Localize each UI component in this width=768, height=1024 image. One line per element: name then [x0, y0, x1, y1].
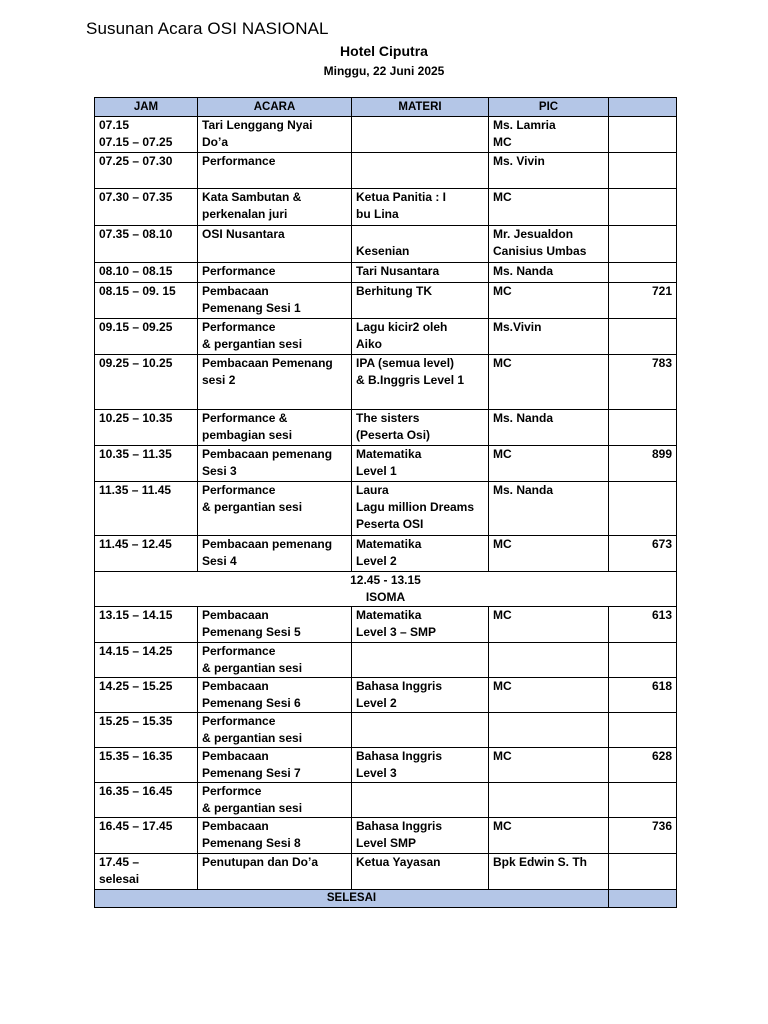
activity-cell: Performance	[198, 263, 352, 283]
pic-cell: Ms. Vivin	[489, 153, 609, 189]
count-cell	[609, 319, 677, 355]
break-label: ISOMA	[365, 590, 406, 604]
count-cell: 673	[609, 536, 677, 572]
pic-cell: MC	[489, 355, 609, 410]
material-cell: Tari Nusantara	[352, 263, 489, 283]
pic-cell: MC	[489, 607, 609, 643]
material-cell: Matematika Level 3 – SMP	[352, 607, 489, 643]
time-cell: 07.15 07.15 – 07.25	[95, 117, 198, 153]
material-cell	[352, 713, 489, 748]
activity-cell: Pembacaan pemenang Sesi 4	[198, 536, 352, 572]
schedule-row	[95, 189, 677, 226]
column-header-blank	[609, 98, 677, 117]
time-cell: 10.25 – 10.35	[95, 410, 198, 446]
activity-cell: Penutupan dan Do’a	[198, 854, 352, 890]
break-row	[95, 572, 677, 607]
activity-cell: Pembacaan pemenang Sesi 3	[198, 446, 352, 482]
activity-cell: Pembacaan Pemenang sesi 2	[198, 355, 352, 410]
pic-cell: Ms. Lamria MC	[489, 117, 609, 153]
schedule-row	[95, 748, 677, 783]
document-title: Susunan Acara OSI NASIONAL	[86, 19, 329, 38]
count-cell: 736	[609, 818, 677, 854]
pic-cell: Bpk Edwin S. Th	[489, 854, 609, 890]
material-cell	[352, 783, 489, 818]
activity-cell: Performce & pergantian sesi	[198, 783, 352, 818]
material-cell: Kesenian	[352, 226, 489, 263]
material-cell: Bahasa Inggris Level 3	[352, 748, 489, 783]
material-cell: Ketua Panitia : I bu Lina	[352, 189, 489, 226]
schedule-row	[95, 153, 677, 189]
column-header-acara: ACARA	[198, 98, 352, 117]
time-cell: 09.15 – 09.25	[95, 319, 198, 355]
count-cell: 618	[609, 678, 677, 713]
pic-cell: Ms. Nanda	[489, 263, 609, 283]
schedule-row	[95, 263, 677, 283]
schedule-row	[95, 117, 677, 153]
activity-cell: Pembacaan Pemenang Sesi 8	[198, 818, 352, 854]
material-cell: Ketua Yayasan	[352, 854, 489, 890]
activity-cell: Performance & pergantian sesi	[198, 643, 352, 678]
activity-cell: OSI Nusantara	[198, 226, 352, 263]
time-cell: 09.25 – 10.25	[95, 355, 198, 410]
activity-cell: Performance & pergantian sesi	[198, 482, 352, 536]
footer-blank-cell	[609, 890, 677, 908]
schedule-row	[95, 643, 677, 678]
schedule-row	[95, 713, 677, 748]
footer-label: SELESAI	[95, 890, 609, 908]
count-cell	[609, 263, 677, 283]
column-header-pic: PIC	[489, 98, 609, 117]
pic-cell: MC	[489, 446, 609, 482]
schedule-row	[95, 226, 677, 263]
count-cell: 899	[609, 446, 677, 482]
footer-row	[95, 890, 677, 908]
schedule-row	[95, 319, 677, 355]
break-cell	[95, 572, 677, 607]
time-cell: 16.45 – 17.45	[95, 818, 198, 854]
material-cell: Bahasa Inggris Level SMP	[352, 818, 489, 854]
activity-cell: Performance & pembagian sesi	[198, 410, 352, 446]
pic-cell: MC	[489, 283, 609, 319]
schedule-row	[95, 283, 677, 319]
count-cell: 613	[609, 607, 677, 643]
schedule-table	[94, 97, 677, 908]
material-cell: The sisters (Peserta Osi)	[352, 410, 489, 446]
material-cell: Matematika Level 2	[352, 536, 489, 572]
pic-cell: MC	[489, 678, 609, 713]
schedule-row	[95, 355, 677, 410]
schedule-row	[95, 410, 677, 446]
time-cell: 14.15 – 14.25	[95, 643, 198, 678]
activity-cell: Performance & pergantian sesi	[198, 713, 352, 748]
pic-cell: MC	[489, 189, 609, 226]
schedule-row	[95, 446, 677, 482]
table-header-row	[95, 98, 677, 117]
activity-cell: Performance & pergantian sesi	[198, 319, 352, 355]
event-date: Minggu, 22 Juni 2025	[323, 64, 445, 78]
activity-cell: Pembacaan Pemenang Sesi 6	[198, 678, 352, 713]
time-cell: 07.30 – 07.35	[95, 189, 198, 226]
column-header-materi: MATERI	[352, 98, 489, 117]
schedule-row	[95, 482, 677, 536]
material-cell	[352, 643, 489, 678]
time-cell: 15.35 – 16.35	[95, 748, 198, 783]
schedule-row	[95, 536, 677, 572]
count-cell	[609, 410, 677, 446]
count-cell	[609, 482, 677, 536]
pic-cell: MC	[489, 748, 609, 783]
pic-cell: Ms. Nanda	[489, 410, 609, 446]
time-cell: 07.25 – 07.30	[95, 153, 198, 189]
activity-cell: Tari Lenggang Nyai Do’a	[198, 117, 352, 153]
material-cell: Laura Lagu million Dreams Peserta OSI	[352, 482, 489, 536]
time-cell: 11.35 – 11.45	[95, 482, 198, 536]
activity-cell: Performance	[198, 153, 352, 189]
pic-cell: Mr. Jesualdon Canisius Umbas	[489, 226, 609, 263]
count-cell	[609, 226, 677, 263]
time-cell: 10.35 – 11.35	[95, 446, 198, 482]
schedule-row	[95, 854, 677, 890]
material-cell	[352, 153, 489, 189]
count-cell	[609, 713, 677, 748]
count-cell	[609, 117, 677, 153]
count-cell: 628	[609, 748, 677, 783]
schedule-row	[95, 607, 677, 643]
count-cell	[609, 643, 677, 678]
venue-name: Hotel Ciputra	[340, 43, 428, 59]
material-cell: Berhitung TK	[352, 283, 489, 319]
pic-cell: MC	[489, 818, 609, 854]
pic-cell	[489, 713, 609, 748]
pic-cell: Ms.Vivin	[489, 319, 609, 355]
break-time: 12.45 - 13.15	[350, 573, 421, 587]
time-cell: 08.10 – 08.15	[95, 263, 198, 283]
activity-cell: Kata Sambutan & perkenalan juri	[198, 189, 352, 226]
count-cell	[609, 854, 677, 890]
time-cell: 11.45 – 12.45	[95, 536, 198, 572]
count-cell: 783	[609, 355, 677, 410]
time-cell: 17.45 – selesai	[95, 854, 198, 890]
material-cell: IPA (semua level) & B.Inggris Level 1	[352, 355, 489, 410]
pic-cell: Ms. Nanda	[489, 482, 609, 536]
material-cell: Bahasa Inggris Level 2	[352, 678, 489, 713]
time-cell: 08.15 – 09. 15	[95, 283, 198, 319]
count-cell	[609, 783, 677, 818]
time-cell: 14.25 – 15.25	[95, 678, 198, 713]
activity-cell: Pembacaan Pemenang Sesi 5	[198, 607, 352, 643]
count-cell: 721	[609, 283, 677, 319]
activity-cell: Pembacaan Pemenang Sesi 7	[198, 748, 352, 783]
material-cell: Matematika Level 1	[352, 446, 489, 482]
time-cell: 16.35 – 16.45	[95, 783, 198, 818]
time-cell: 15.25 – 15.35	[95, 713, 198, 748]
schedule-row	[95, 678, 677, 713]
count-cell	[609, 153, 677, 189]
pic-cell: MC	[489, 536, 609, 572]
pic-cell	[489, 643, 609, 678]
activity-cell: Pembacaan Pemenang Sesi 1	[198, 283, 352, 319]
schedule-row	[95, 818, 677, 854]
material-cell	[352, 117, 489, 153]
pic-cell	[489, 783, 609, 818]
schedule-row	[95, 783, 677, 818]
column-header-jam: JAM	[95, 98, 198, 117]
time-cell: 13.15 – 14.15	[95, 607, 198, 643]
time-cell: 07.35 – 08.10	[95, 226, 198, 263]
material-cell: Lagu kicir2 oleh Aiko	[352, 319, 489, 355]
count-cell	[609, 189, 677, 226]
